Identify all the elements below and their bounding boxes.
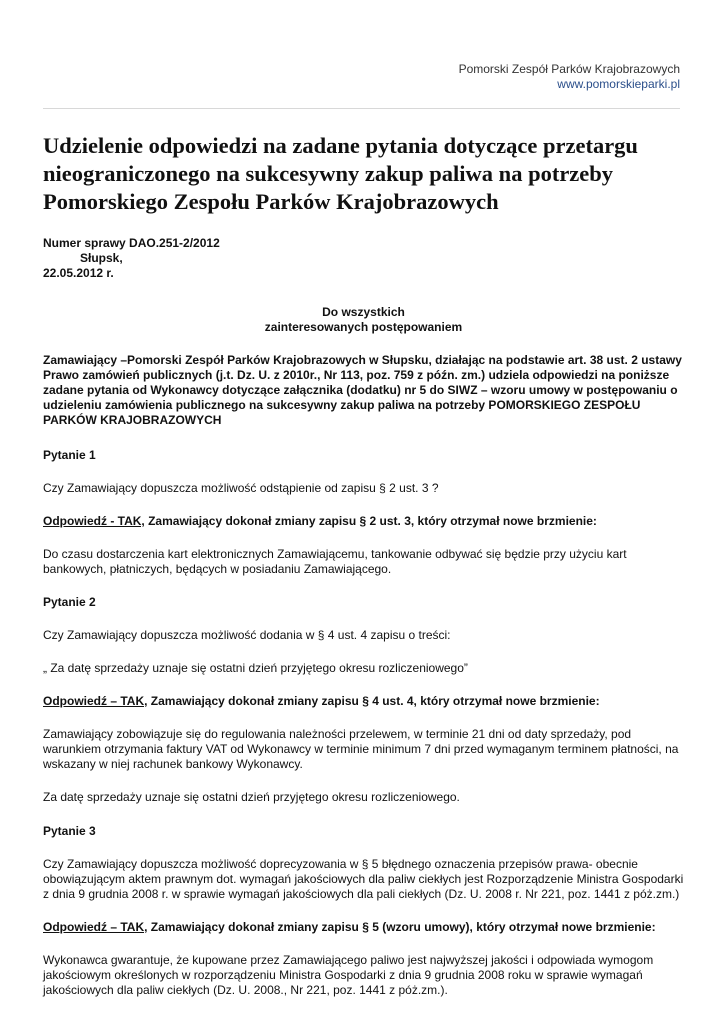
- q1-heading: Pytanie 1: [43, 448, 96, 462]
- addressee: [43, 305, 684, 335]
- case-city: Słupsk,: [80, 251, 123, 265]
- q3-heading: Pytanie 3: [43, 824, 96, 838]
- q1-new-text: Do czasu dostarczenia kart elektronicznych Zamawiającemu, tankowanie odbywać się będzie przy użyciu kart bankowych, płatniczych, będących w posiadaniu Zamawiającego.: [43, 547, 627, 576]
- q2-question: Czy Zamawiający dopuszcza możliwość dodania w § 4 ust. 4 zapisu o treści:: [43, 628, 451, 642]
- q3-answer-label: Odpowiedź – TAK,: [43, 920, 148, 934]
- q1-answer: [43, 514, 684, 529]
- q1-answer-label: Odpowiedź - TAK,: [43, 514, 145, 528]
- document-title: Udzielenie odpowiedzi na zadane pytania dotyczące przetargu nieograniczonego na sukcesywny zakup paliwa na potrzeby Pomorskiego Zespołu Parków Krajobrazowych: [43, 133, 638, 214]
- header-website-link[interactable]: www.pomorskieparki.pl: [557, 77, 680, 91]
- q1-answer-text: Zamawiający dokonał zmiany zapisu § 2 ust. 3, który otrzymał nowe brzmienie:: [144, 514, 597, 528]
- addressee-line1: Do wszystkich: [322, 305, 405, 319]
- q2-answer-text: Zamawiający dokonał zmiany zapisu § 4 ust. 4, który otrzymał nowe brzmienie:: [147, 694, 600, 708]
- document-body: [43, 236, 684, 998]
- case-meta: [43, 236, 684, 281]
- header-divider: [43, 108, 680, 109]
- q2-answer-label: Odpowiedź – TAK,: [43, 694, 148, 708]
- q2-quote: „ Za datę sprzedaży uznaje się ostatni dzień przyjętego okresu rozliczeniowego”: [43, 661, 468, 675]
- q2-answer: [43, 694, 684, 709]
- case-number: Numer sprawy DAO.251-2/2012: [43, 236, 220, 250]
- q2-new-text-1: Zamawiający zobowiązuje się do regulowania należności przelewem, w terminie 21 dni od daty sprzedaży, pod warunkiem otrzymania faktury VAT od Wykonawcy w terminie minimum 7 dni przed wymaganym terminem płatności, na wskazany w niej rachunek bankowy Wykonawcy.: [43, 727, 679, 771]
- case-date: 22.05.2012 r.: [43, 266, 114, 280]
- intro-paragraph: Zamawiający –Pomorski Zespół Parków Krajobrazowych w Słupsku, działając na podstawie art. 38 ust. 2 ustawy Prawo zamówień publicznych (j.t. Dz. U. z 2010r., Nr 113, poz. 759 z późn. zm.) udziela odpowiedzi na poniższe zadane pytania od Wykonawcy dotyczące załącznika (dodatku) nr 5 do SIWZ – wzoru umowy w postępowaniu o udzieleniu zamówienia publicznego na sukcesywny zakup paliwa na potrzeby POMORSKIEGO ZESPOŁU PARKÓW KRAJOBRAZOWYCH: [43, 353, 682, 427]
- q2-heading: Pytanie 2: [43, 595, 96, 609]
- addressee-line2: zainteresowanych postępowaniem: [264, 320, 463, 334]
- q3-question: Czy Zamawiający dopuszcza możliwość doprecyzowania w § 5 błędnego oznaczenia przepisów prawa- obecnie obowiązującym aktem prawnym dot. wymagań jakościowych dla paliw ciekłych jest Rozporządzenie Ministra Gospodarki z dnia 9 grudnia 2008 r. w sprawie wymagań jakościowych dla pali ciekłych (Dz. U. 2008 r. Nr 221, poz. 1441 z póż.zm.): [43, 857, 684, 901]
- q3-answer-text: Zamawiający dokonał zmiany zapisu § 5 (wzoru umowy), który otrzymał nowe brzmienie:: [147, 920, 656, 934]
- q3-new-text: Wykonawca gwarantuje, że kupowane przez Zamawiającego paliwo jest najwyższej jakości i odpowiada wymogom jakościowym określonych w rozporządzeniu Ministra Gospodarki z dnia 9 grudnia 2008 roku w sprawie wymagań jakościowych dla paliw ciekłych (Dz. U. 2008., Nr 221, poz. 1441 z póż.zm.).: [43, 953, 654, 997]
- q1-question: Czy Zamawiający dopuszcza możliwość odstąpienie od zapisu § 2 ust. 3 ?: [43, 481, 439, 495]
- q3-answer: [43, 920, 684, 935]
- header-org: Pomorski Zespół Parków Krajobrazowych: [458, 62, 680, 76]
- page-header: [459, 62, 680, 92]
- q2-new-text-2: Za datę sprzedaży uznaje się ostatni dzień przyjętego okresu rozliczeniowego.: [43, 790, 460, 804]
